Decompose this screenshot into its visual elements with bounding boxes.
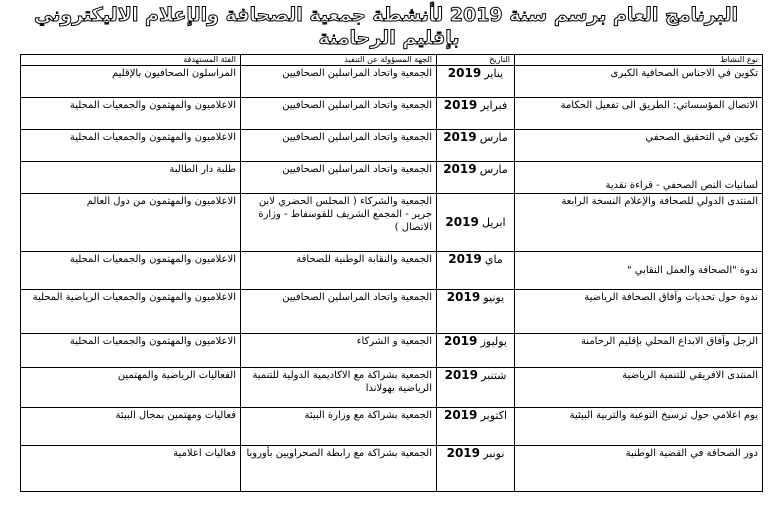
cell-responsible: الجمعية واتحاد المراسلين الصحافيين: [241, 66, 437, 98]
cell-date: [437, 162, 515, 194]
cell-target: طلبة دار الطالبة: [21, 162, 241, 194]
cell-responsible: الجمعية و الشركاء: [241, 334, 437, 368]
cell-month: فبراير: [480, 99, 508, 112]
cell-target: فعاليات اعلامية: [21, 446, 241, 492]
header-target: الفئة المستهدفة: [21, 55, 241, 66]
cell-target: الاعلاميون والمهتمون والجمعيات المحلية: [21, 252, 241, 290]
cell-responsible: الجمعية واتحاد المراسلين الصحافيين: [241, 98, 437, 130]
table-row: [21, 334, 763, 368]
cell-target: الاعلاميون والمهتمون والجمعيات المحلية: [21, 334, 241, 368]
cell-activity: الاتصال المؤسساتي: الطريق الى تفعيل الحكامة: [515, 98, 763, 130]
cell-year: 2019: [443, 408, 478, 422]
cell-target: الاعلاميون والمهتمون والجمعيات المحلية: [21, 130, 241, 162]
table-row: [21, 162, 763, 194]
cell-activity: المنتدى الدولي للصحافة والإعلام النسخة الرابعة: [515, 194, 763, 252]
cell-date: [437, 130, 515, 162]
cell-activity: تكوين في التحقيق الصحفي: [515, 130, 763, 162]
cell-date: [437, 368, 515, 408]
cell-target: المراسلون الصحافيون بالإقليم: [21, 66, 241, 98]
cell-year: 2019: [444, 368, 478, 382]
cell-date: [437, 98, 515, 130]
cell-activity: المنتدى الافريقي للتنمية الرياضية: [515, 368, 763, 408]
cell-responsible: الجمعية بشراكة مع وزارة البيئة: [241, 408, 437, 446]
header-activity: نوع النشاط: [515, 55, 763, 66]
cell-activity: دور الصحافة في القضية الوطنية: [515, 446, 763, 492]
cell-month: ماي: [484, 253, 503, 266]
cell-month: نونبر: [483, 447, 505, 460]
cell-target: الفعاليات الرياضية والمهتمين: [21, 368, 241, 408]
cell-year: 2019: [446, 290, 481, 304]
cell-year: 2019: [445, 214, 479, 229]
table-row: [21, 290, 763, 334]
cell-target: الاعلاميون والمهتمون والجمعيات المحلية: [21, 98, 241, 130]
cell-month: يناير: [484, 67, 504, 80]
cell-month: يوليوز: [480, 335, 507, 348]
cell-year: 2019: [448, 252, 482, 266]
cell-month: ابريل: [482, 215, 506, 229]
cell-year: 2019: [443, 130, 477, 144]
table-row: [21, 98, 763, 130]
table-header-row: [21, 55, 763, 66]
cell-month: يونيو: [483, 291, 505, 304]
cell-target: الاعلاميون والمهتمون والجمعيات الرياضية المحلية: [21, 290, 241, 334]
cell-responsible: الجمعية والنقابة الوطنية للصحافة: [241, 252, 437, 290]
table-body: [21, 66, 763, 492]
cell-date: [437, 334, 515, 368]
document-title: البرنامج العام برسم سنة 2019 لأنشطة جمعية الصحافة والإعلام الاليكتروني: [34, 4, 738, 26]
activities-table: [20, 54, 763, 492]
table-row: [21, 368, 763, 408]
cell-date: [437, 290, 515, 334]
cell-month: مارس: [479, 163, 508, 176]
cell-month: شتنبر: [481, 369, 507, 382]
cell-responsible: الجمعية واتحاد المراسلين الصحافيين: [241, 162, 437, 194]
table-row: [21, 66, 763, 98]
cell-date: [437, 194, 515, 252]
cell-responsible: الجمعية بشراكة مع رابطة الصحراويين بأوروبا: [241, 446, 437, 492]
table-row: [21, 130, 763, 162]
cell-date: [437, 446, 515, 492]
cell-activity: الزجل وآفاق الابداع المحلي بإقليم الرحامنة: [515, 334, 763, 368]
cell-activity: ندوة "الصحافة والعمل النقابي ": [515, 252, 763, 290]
cell-responsible: الجمعية والشركاء ( المجلس الحضري لابن جرير - المجمع الشريف للفوسفاط - وزارة الاتصال ): [241, 194, 437, 252]
table-row: [21, 194, 763, 252]
cell-year: 2019: [443, 98, 478, 112]
cell-date: [437, 252, 515, 290]
table-row: [21, 446, 763, 492]
cell-date: [437, 408, 515, 446]
cell-activity: تكوين في الاجناس الصحافية الكبرى: [515, 66, 763, 98]
cell-responsible: الجمعية بشراكة مع الاكاديمية الدولية للتنمية الرياضية بهولاندا: [241, 368, 437, 408]
cell-activity: يوم اعلامي حول ترسيخ التوعية والتربية البيئية: [515, 408, 763, 446]
cell-activity: لسانيات النص الصحفي - قراءة نقدية: [515, 162, 763, 194]
header-responsible: الجهة المسؤولة عن التنفيذ: [241, 55, 437, 66]
cell-responsible: الجمعية واتحاد المراسلين الصحافيين: [241, 290, 437, 334]
table-row: [21, 408, 763, 446]
cell-year: 2019: [446, 446, 480, 460]
cell-responsible: الجمعية واتحاد المراسلين الصحافيين: [241, 130, 437, 162]
cell-date: [437, 66, 515, 98]
document-subtitle: بإقليم الرحامنة: [318, 27, 460, 49]
cell-month: مارس: [479, 131, 508, 144]
cell-year: 2019: [447, 66, 482, 80]
cell-target: الاعلاميون والمهتمون من دول العالم: [21, 194, 241, 252]
header-date: التاريخ: [437, 55, 515, 66]
table-row: [21, 252, 763, 290]
cell-target: فعاليات ومهتمين بمجال البيئة: [21, 408, 241, 446]
cell-year: 2019: [443, 162, 477, 176]
cell-activity: ندوة حول تحديات وآفاق الصحافة الرياضية: [515, 290, 763, 334]
cell-year: 2019: [443, 334, 478, 348]
cell-month: اكتوبر: [480, 409, 508, 422]
